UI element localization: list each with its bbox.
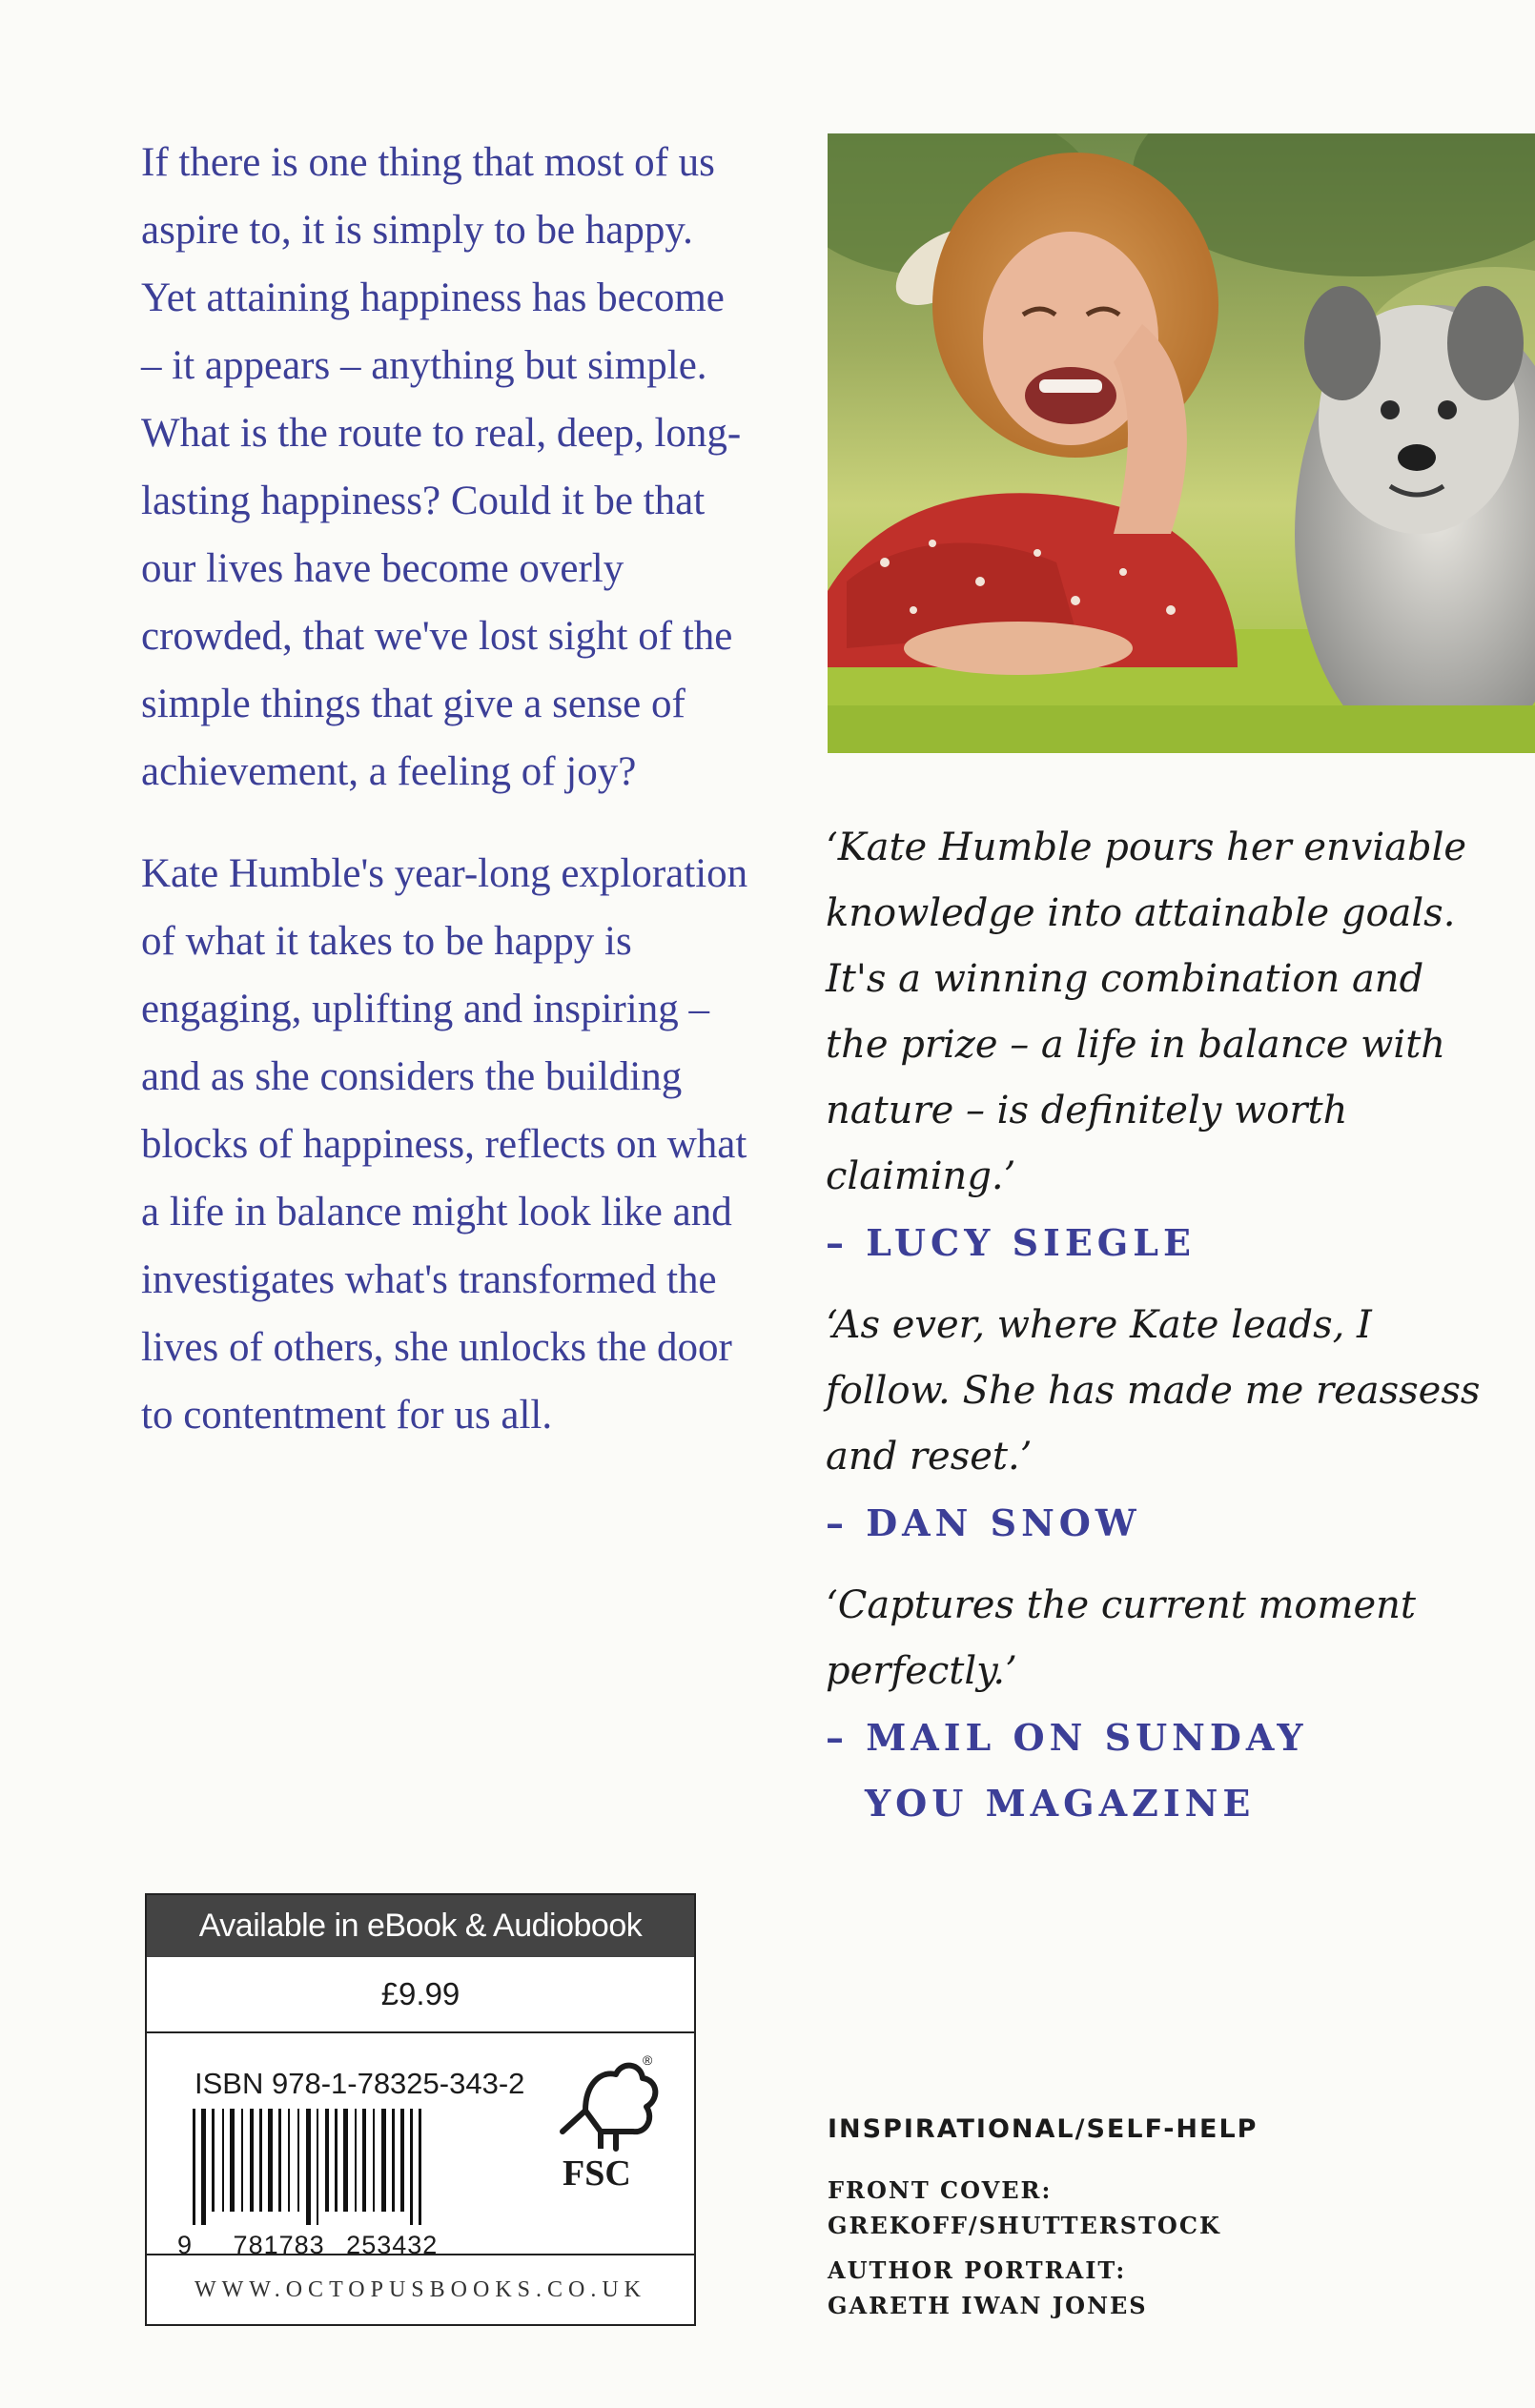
blurb-paragraph-2: Kate Humble's year-long exploration of what it takes to be happy is engaging, uplifting and inspiring – and as she considers the building blocks of happiness, reflects on what a life in balance might look like and investigates what's transformed the lives of others, she unlocks the door to contentment for us all. xyxy=(141,851,748,1438)
front-cover-name: GREKOFF/SHUTTERSTOCK xyxy=(828,2212,1221,2239)
barcode-bar xyxy=(278,2109,281,2212)
quote-text: ‘As ever, where Kate leads, I follow. She has made me reassess and reset.’ xyxy=(826,1303,1481,1479)
blurb-paragraph-1: If there is one thing that most of us aspire to, it is simply to be happy. Yet attaining happiness has become – it appears – anything but simple. What is the route to real, deep, long-lasting happiness? Could it be that our lives have become overly crowded, that we've lost sight of the simple things that give a sense of achievement, a feeling of joy? xyxy=(141,140,742,794)
quote-mail-on-sunday xyxy=(826,1573,1493,1836)
barcode-bar xyxy=(419,2109,421,2225)
availability-banner: Available in eBook & Audiobook xyxy=(147,1895,694,1957)
fsc-registered-mark: ® xyxy=(643,2052,653,2068)
author-portrait-photo xyxy=(828,133,1535,753)
quote-attribution-line-1: – MAIL ON SUNDAY xyxy=(826,1716,1308,1759)
fsc-label: FSC xyxy=(563,2153,631,2193)
barcode-bar xyxy=(381,2109,386,2212)
barcode-bar xyxy=(268,2109,273,2212)
fsc-logo xyxy=(547,2050,671,2193)
front-cover-label: FRONT COVER: xyxy=(828,2176,1053,2204)
quote-dan-snow xyxy=(826,1293,1493,1556)
genre-label: INSPIRATIONAL/SELF-HELP xyxy=(828,2114,1259,2144)
quote-lucy-siegle xyxy=(826,815,1493,1275)
review-quotes xyxy=(826,815,1493,1853)
barcode-box xyxy=(145,1893,696,2326)
portrait-label: AUTHOR PORTRAIT: xyxy=(828,2256,1127,2284)
portrait-credit xyxy=(828,2253,1258,2323)
barcode-bar xyxy=(325,2109,329,2212)
barcode-bar xyxy=(288,2109,290,2212)
barcode-digit-first: 9 xyxy=(177,2231,194,2259)
quote-attribution: – DAN SNOW xyxy=(826,1501,1141,1544)
barcode-bar xyxy=(392,2109,395,2212)
barcode-bar xyxy=(222,2109,224,2212)
barcode-bar xyxy=(259,2109,262,2212)
publisher-website: WWW.OCTOPUSBOOKS.CO.UK xyxy=(147,2254,694,2324)
barcode-bar xyxy=(250,2109,254,2212)
quote-attribution: – LUCY SIEGLE xyxy=(826,1221,1196,1264)
quote-text: ‘Captures the current moment perfectly.’ xyxy=(826,1583,1416,1693)
barcode-bar xyxy=(410,2109,413,2225)
barcode-bar xyxy=(201,2109,206,2225)
quote-attribution-line-2: YOU MAGAZINE xyxy=(865,1782,1256,1825)
quote-text: ‘Kate Humble pours her enviable knowledge into attainable goals. It's a winning combination and the prize – a life in balance with nature – is definitely worth claiming.’ xyxy=(826,826,1467,1198)
barcode-bar xyxy=(355,2109,357,2212)
barcode-bar xyxy=(306,2109,311,2225)
barcode-bar xyxy=(343,2109,348,2212)
barcode-bar xyxy=(373,2109,375,2212)
price: £9.99 xyxy=(147,1957,694,2033)
barcode-bar xyxy=(335,2109,338,2212)
barcode-digits-right: 253432 xyxy=(346,2231,439,2259)
barcode-bar xyxy=(241,2109,243,2212)
barcode-bars xyxy=(193,2109,517,2225)
portrait-name: GARETH IWAN JONES xyxy=(828,2292,1148,2319)
barcode-bar xyxy=(362,2109,366,2212)
barcode-bar xyxy=(193,2109,195,2225)
quote-attribution xyxy=(826,1704,1493,1836)
blurb xyxy=(141,129,751,1449)
isbn-text: ISBN 978-1-78325-343-2 xyxy=(194,2067,525,2100)
barcode-bar xyxy=(297,2109,299,2212)
barcode-bar xyxy=(212,2109,215,2212)
barcode-bar xyxy=(230,2109,235,2212)
barcode-bar xyxy=(317,2109,318,2225)
credits xyxy=(828,2114,1258,2333)
front-cover-credit xyxy=(828,2173,1258,2243)
barcode-bar xyxy=(400,2109,404,2212)
barcode-digits-left: 781783 xyxy=(233,2231,325,2259)
